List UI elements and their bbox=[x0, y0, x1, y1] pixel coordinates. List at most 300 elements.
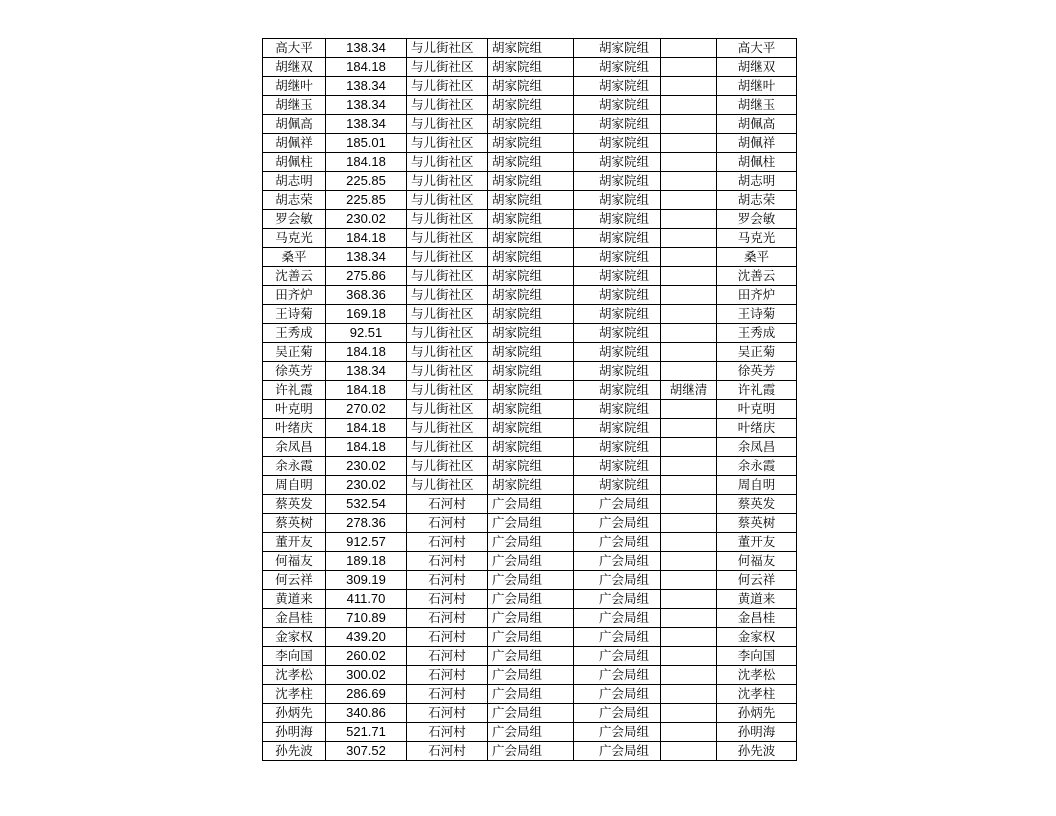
subgroup-cell: 广会局组 bbox=[574, 552, 661, 571]
table-row bbox=[263, 571, 797, 590]
agent-cell bbox=[661, 457, 717, 476]
name-cell: 李向国 bbox=[263, 647, 326, 666]
table-row bbox=[263, 191, 797, 210]
name-cell: 孙炳先 bbox=[263, 704, 326, 723]
subgroup-cell: 胡家院组 bbox=[574, 324, 661, 343]
table-row bbox=[263, 742, 797, 761]
subgroup-cell: 广会局组 bbox=[574, 704, 661, 723]
subgroup-cell: 胡家院组 bbox=[574, 153, 661, 172]
payee-cell: 孙先波 bbox=[717, 742, 797, 761]
agent-cell bbox=[661, 438, 717, 457]
agent-cell bbox=[661, 267, 717, 286]
community-cell: 与儿街社区 bbox=[407, 210, 488, 229]
community-cell: 与儿街社区 bbox=[407, 438, 488, 457]
data-table bbox=[262, 38, 797, 761]
subgroup-cell: 广会局组 bbox=[574, 647, 661, 666]
payee-cell: 胡继双 bbox=[717, 58, 797, 77]
agent-cell bbox=[661, 324, 717, 343]
subgroup-cell: 胡家院组 bbox=[574, 248, 661, 267]
amount-cell: 225.85 bbox=[326, 191, 407, 210]
subgroup-cell: 胡家院组 bbox=[574, 229, 661, 248]
table-row bbox=[263, 115, 797, 134]
amount-cell: 260.02 bbox=[326, 647, 407, 666]
table-row bbox=[263, 229, 797, 248]
group-cell: 广会局组 bbox=[488, 647, 574, 666]
name-cell: 孙先波 bbox=[263, 742, 326, 761]
amount-cell: 278.36 bbox=[326, 514, 407, 533]
group-cell: 胡家院组 bbox=[488, 39, 574, 58]
table-row bbox=[263, 647, 797, 666]
name-cell: 徐英芳 bbox=[263, 362, 326, 381]
amount-cell: 340.86 bbox=[326, 704, 407, 723]
community-cell: 与儿街社区 bbox=[407, 172, 488, 191]
subgroup-cell: 胡家院组 bbox=[574, 39, 661, 58]
table-row bbox=[263, 685, 797, 704]
subgroup-cell: 广会局组 bbox=[574, 666, 661, 685]
agent-cell bbox=[661, 362, 717, 381]
amount-cell: 169.18 bbox=[326, 305, 407, 324]
payee-cell: 董开友 bbox=[717, 533, 797, 552]
community-cell: 石河村 bbox=[407, 609, 488, 628]
group-cell: 广会局组 bbox=[488, 609, 574, 628]
payee-cell: 李向国 bbox=[717, 647, 797, 666]
subgroup-cell: 广会局组 bbox=[574, 514, 661, 533]
subgroup-cell: 胡家院组 bbox=[574, 96, 661, 115]
amount-cell: 230.02 bbox=[326, 210, 407, 229]
amount-cell: 439.20 bbox=[326, 628, 407, 647]
group-cell: 胡家院组 bbox=[488, 267, 574, 286]
amount-cell: 368.36 bbox=[326, 286, 407, 305]
amount-cell: 300.02 bbox=[326, 666, 407, 685]
name-cell: 胡佩柱 bbox=[263, 153, 326, 172]
name-cell: 余凤昌 bbox=[263, 438, 326, 457]
subgroup-cell: 胡家院组 bbox=[574, 172, 661, 191]
amount-cell: 92.51 bbox=[326, 324, 407, 343]
amount-cell: 138.34 bbox=[326, 248, 407, 267]
agent-cell bbox=[661, 305, 717, 324]
payee-cell: 蔡英发 bbox=[717, 495, 797, 514]
amount-cell: 138.34 bbox=[326, 39, 407, 58]
subgroup-cell: 广会局组 bbox=[574, 571, 661, 590]
payee-cell: 周自明 bbox=[717, 476, 797, 495]
community-cell: 石河村 bbox=[407, 590, 488, 609]
name-cell: 许礼霞 bbox=[263, 381, 326, 400]
subgroup-cell: 胡家院组 bbox=[574, 343, 661, 362]
subgroup-cell: 广会局组 bbox=[574, 609, 661, 628]
amount-cell: 270.02 bbox=[326, 400, 407, 419]
table-row bbox=[263, 704, 797, 723]
group-cell: 胡家院组 bbox=[488, 343, 574, 362]
agent-cell bbox=[661, 286, 717, 305]
name-cell: 高大平 bbox=[263, 39, 326, 58]
payee-cell: 王诗菊 bbox=[717, 305, 797, 324]
table-row bbox=[263, 609, 797, 628]
agent-cell bbox=[661, 495, 717, 514]
name-cell: 吴正菊 bbox=[263, 343, 326, 362]
community-cell: 与儿街社区 bbox=[407, 362, 488, 381]
agent-cell bbox=[661, 419, 717, 438]
payee-cell: 叶克明 bbox=[717, 400, 797, 419]
amount-cell: 138.34 bbox=[326, 77, 407, 96]
agent-cell bbox=[661, 343, 717, 362]
group-cell: 胡家院组 bbox=[488, 58, 574, 77]
subgroup-cell: 胡家院组 bbox=[574, 400, 661, 419]
subgroup-cell: 广会局组 bbox=[574, 590, 661, 609]
name-cell: 何福友 bbox=[263, 552, 326, 571]
amount-cell: 225.85 bbox=[326, 172, 407, 191]
payee-cell: 胡佩柱 bbox=[717, 153, 797, 172]
group-cell: 胡家院组 bbox=[488, 305, 574, 324]
name-cell: 蔡英树 bbox=[263, 514, 326, 533]
community-cell: 与儿街社区 bbox=[407, 381, 488, 400]
agent-cell bbox=[661, 590, 717, 609]
community-cell: 与儿街社区 bbox=[407, 476, 488, 495]
agent-cell bbox=[661, 742, 717, 761]
payee-cell: 孙炳先 bbox=[717, 704, 797, 723]
agent-cell bbox=[661, 685, 717, 704]
payee-cell: 何云祥 bbox=[717, 571, 797, 590]
subgroup-cell: 广会局组 bbox=[574, 723, 661, 742]
agent-cell bbox=[661, 248, 717, 267]
name-cell: 罗会敏 bbox=[263, 210, 326, 229]
group-cell: 胡家院组 bbox=[488, 419, 574, 438]
table-row bbox=[263, 666, 797, 685]
group-cell: 广会局组 bbox=[488, 723, 574, 742]
agent-cell bbox=[661, 400, 717, 419]
amount-cell: 184.18 bbox=[326, 229, 407, 248]
amount-cell: 710.89 bbox=[326, 609, 407, 628]
community-cell: 与儿街社区 bbox=[407, 457, 488, 476]
table-row bbox=[263, 172, 797, 191]
agent-cell bbox=[661, 96, 717, 115]
table-row bbox=[263, 39, 797, 58]
subgroup-cell: 广会局组 bbox=[574, 742, 661, 761]
name-cell: 胡佩高 bbox=[263, 115, 326, 134]
subgroup-cell: 胡家院组 bbox=[574, 381, 661, 400]
payee-cell: 胡佩高 bbox=[717, 115, 797, 134]
community-cell: 石河村 bbox=[407, 647, 488, 666]
group-cell: 广会局组 bbox=[488, 685, 574, 704]
name-cell: 周自明 bbox=[263, 476, 326, 495]
community-cell: 与儿街社区 bbox=[407, 153, 488, 172]
name-cell: 王诗菊 bbox=[263, 305, 326, 324]
subgroup-cell: 胡家院组 bbox=[574, 286, 661, 305]
table-row bbox=[263, 514, 797, 533]
amount-cell: 189.18 bbox=[326, 552, 407, 571]
community-cell: 石河村 bbox=[407, 495, 488, 514]
group-cell: 胡家院组 bbox=[488, 172, 574, 191]
payee-cell: 吴正菊 bbox=[717, 343, 797, 362]
table-row bbox=[263, 77, 797, 96]
agent-cell bbox=[661, 210, 717, 229]
amount-cell: 184.18 bbox=[326, 153, 407, 172]
group-cell: 胡家院组 bbox=[488, 115, 574, 134]
group-cell: 胡家院组 bbox=[488, 191, 574, 210]
name-cell: 沈孝松 bbox=[263, 666, 326, 685]
agent-cell bbox=[661, 134, 717, 153]
subgroup-cell: 胡家院组 bbox=[574, 77, 661, 96]
table-row bbox=[263, 305, 797, 324]
table-row bbox=[263, 400, 797, 419]
amount-cell: 521.71 bbox=[326, 723, 407, 742]
table-row bbox=[263, 210, 797, 229]
agent-cell bbox=[661, 533, 717, 552]
payee-cell: 高大平 bbox=[717, 39, 797, 58]
payee-cell: 胡志荣 bbox=[717, 191, 797, 210]
table-row bbox=[263, 286, 797, 305]
amount-cell: 184.18 bbox=[326, 419, 407, 438]
table-row bbox=[263, 343, 797, 362]
table-row bbox=[263, 438, 797, 457]
amount-cell: 184.18 bbox=[326, 343, 407, 362]
community-cell: 石河村 bbox=[407, 704, 488, 723]
subgroup-cell: 胡家院组 bbox=[574, 419, 661, 438]
community-cell: 与儿街社区 bbox=[407, 305, 488, 324]
group-cell: 广会局组 bbox=[488, 742, 574, 761]
table-row bbox=[263, 134, 797, 153]
group-cell: 胡家院组 bbox=[488, 476, 574, 495]
table-row bbox=[263, 58, 797, 77]
community-cell: 与儿街社区 bbox=[407, 419, 488, 438]
name-cell: 田齐炉 bbox=[263, 286, 326, 305]
group-cell: 广会局组 bbox=[488, 552, 574, 571]
payee-cell: 徐英芳 bbox=[717, 362, 797, 381]
agent-cell bbox=[661, 58, 717, 77]
community-cell: 石河村 bbox=[407, 685, 488, 704]
community-cell: 与儿街社区 bbox=[407, 229, 488, 248]
name-cell: 何云祥 bbox=[263, 571, 326, 590]
group-cell: 胡家院组 bbox=[488, 229, 574, 248]
name-cell: 沈善云 bbox=[263, 267, 326, 286]
name-cell: 孙明海 bbox=[263, 723, 326, 742]
amount-cell: 230.02 bbox=[326, 457, 407, 476]
payee-cell: 王秀成 bbox=[717, 324, 797, 343]
subgroup-cell: 胡家院组 bbox=[574, 267, 661, 286]
table-row bbox=[263, 476, 797, 495]
community-cell: 石河村 bbox=[407, 514, 488, 533]
subgroup-cell: 广会局组 bbox=[574, 533, 661, 552]
payee-cell: 何福友 bbox=[717, 552, 797, 571]
community-cell: 与儿街社区 bbox=[407, 400, 488, 419]
community-cell: 与儿街社区 bbox=[407, 324, 488, 343]
table-row bbox=[263, 381, 797, 400]
agent-cell bbox=[661, 191, 717, 210]
agent-cell bbox=[661, 172, 717, 191]
payee-cell: 胡继玉 bbox=[717, 96, 797, 115]
payee-cell: 田齐炉 bbox=[717, 286, 797, 305]
community-cell: 与儿街社区 bbox=[407, 191, 488, 210]
group-cell: 胡家院组 bbox=[488, 96, 574, 115]
group-cell: 胡家院组 bbox=[488, 400, 574, 419]
subgroup-cell: 胡家院组 bbox=[574, 210, 661, 229]
payee-cell: 蔡英树 bbox=[717, 514, 797, 533]
agent-cell: 胡继清 bbox=[661, 381, 717, 400]
subgroup-cell: 广会局组 bbox=[574, 628, 661, 647]
payee-cell: 余永霞 bbox=[717, 457, 797, 476]
agent-cell bbox=[661, 229, 717, 248]
subgroup-cell: 胡家院组 bbox=[574, 58, 661, 77]
subgroup-cell: 胡家院组 bbox=[574, 191, 661, 210]
community-cell: 与儿街社区 bbox=[407, 267, 488, 286]
group-cell: 广会局组 bbox=[488, 704, 574, 723]
amount-cell: 411.70 bbox=[326, 590, 407, 609]
name-cell: 马克光 bbox=[263, 229, 326, 248]
amount-cell: 309.19 bbox=[326, 571, 407, 590]
group-cell: 胡家院组 bbox=[488, 153, 574, 172]
payee-cell: 叶绪庆 bbox=[717, 419, 797, 438]
community-cell: 石河村 bbox=[407, 666, 488, 685]
community-cell: 与儿街社区 bbox=[407, 77, 488, 96]
subgroup-cell: 胡家院组 bbox=[574, 134, 661, 153]
name-cell: 金家权 bbox=[263, 628, 326, 647]
community-cell: 与儿街社区 bbox=[407, 58, 488, 77]
group-cell: 广会局组 bbox=[488, 514, 574, 533]
group-cell: 广会局组 bbox=[488, 533, 574, 552]
payee-cell: 沈孝松 bbox=[717, 666, 797, 685]
name-cell: 胡志明 bbox=[263, 172, 326, 191]
agent-cell bbox=[661, 571, 717, 590]
payee-cell: 马克光 bbox=[717, 229, 797, 248]
payee-cell: 许礼霞 bbox=[717, 381, 797, 400]
amount-cell: 138.34 bbox=[326, 115, 407, 134]
payee-cell: 桑平 bbox=[717, 248, 797, 267]
agent-cell bbox=[661, 704, 717, 723]
table-row bbox=[263, 533, 797, 552]
group-cell: 胡家院组 bbox=[488, 286, 574, 305]
amount-cell: 286.69 bbox=[326, 685, 407, 704]
subgroup-cell: 广会局组 bbox=[574, 495, 661, 514]
community-cell: 石河村 bbox=[407, 628, 488, 647]
amount-cell: 532.54 bbox=[326, 495, 407, 514]
name-cell: 余永霞 bbox=[263, 457, 326, 476]
community-cell: 石河村 bbox=[407, 552, 488, 571]
agent-cell bbox=[661, 153, 717, 172]
table-row bbox=[263, 267, 797, 286]
table-row bbox=[263, 153, 797, 172]
community-cell: 石河村 bbox=[407, 533, 488, 552]
table-row bbox=[263, 495, 797, 514]
table-row bbox=[263, 248, 797, 267]
table-row bbox=[263, 590, 797, 609]
amount-cell: 230.02 bbox=[326, 476, 407, 495]
name-cell: 金昌桂 bbox=[263, 609, 326, 628]
group-cell: 胡家院组 bbox=[488, 248, 574, 267]
amount-cell: 307.52 bbox=[326, 742, 407, 761]
name-cell: 王秀成 bbox=[263, 324, 326, 343]
agent-cell bbox=[661, 514, 717, 533]
payee-cell: 黄道来 bbox=[717, 590, 797, 609]
agent-cell bbox=[661, 77, 717, 96]
group-cell: 胡家院组 bbox=[488, 134, 574, 153]
name-cell: 黄道来 bbox=[263, 590, 326, 609]
table-row bbox=[263, 457, 797, 476]
group-cell: 胡家院组 bbox=[488, 77, 574, 96]
table-body bbox=[263, 39, 797, 761]
group-cell: 广会局组 bbox=[488, 571, 574, 590]
agent-cell bbox=[661, 115, 717, 134]
agent-cell bbox=[661, 39, 717, 58]
agent-cell bbox=[661, 647, 717, 666]
name-cell: 胡佩祥 bbox=[263, 134, 326, 153]
payee-cell: 胡佩祥 bbox=[717, 134, 797, 153]
community-cell: 与儿街社区 bbox=[407, 134, 488, 153]
table-row bbox=[263, 723, 797, 742]
community-cell: 与儿街社区 bbox=[407, 115, 488, 134]
subgroup-cell: 胡家院组 bbox=[574, 438, 661, 457]
group-cell: 胡家院组 bbox=[488, 381, 574, 400]
name-cell: 胡继玉 bbox=[263, 96, 326, 115]
name-cell: 蔡英发 bbox=[263, 495, 326, 514]
agent-cell bbox=[661, 723, 717, 742]
community-cell: 与儿街社区 bbox=[407, 343, 488, 362]
table-row bbox=[263, 96, 797, 115]
community-cell: 与儿街社区 bbox=[407, 39, 488, 58]
subgroup-cell: 胡家院组 bbox=[574, 305, 661, 324]
table-row bbox=[263, 552, 797, 571]
subgroup-cell: 胡家院组 bbox=[574, 476, 661, 495]
name-cell: 董开友 bbox=[263, 533, 326, 552]
amount-cell: 138.34 bbox=[326, 96, 407, 115]
amount-cell: 184.18 bbox=[326, 381, 407, 400]
agent-cell bbox=[661, 552, 717, 571]
name-cell: 胡志荣 bbox=[263, 191, 326, 210]
table-row bbox=[263, 419, 797, 438]
amount-cell: 184.18 bbox=[326, 438, 407, 457]
group-cell: 胡家院组 bbox=[488, 210, 574, 229]
subgroup-cell: 胡家院组 bbox=[574, 457, 661, 476]
group-cell: 广会局组 bbox=[488, 495, 574, 514]
table-row bbox=[263, 362, 797, 381]
community-cell: 与儿街社区 bbox=[407, 96, 488, 115]
amount-cell: 138.34 bbox=[326, 362, 407, 381]
community-cell: 石河村 bbox=[407, 723, 488, 742]
community-cell: 石河村 bbox=[407, 571, 488, 590]
amount-cell: 275.86 bbox=[326, 267, 407, 286]
amount-cell: 184.18 bbox=[326, 58, 407, 77]
payee-cell: 沈孝柱 bbox=[717, 685, 797, 704]
payee-cell: 罗会敏 bbox=[717, 210, 797, 229]
community-cell: 与儿街社区 bbox=[407, 248, 488, 267]
payee-cell: 金昌桂 bbox=[717, 609, 797, 628]
group-cell: 广会局组 bbox=[488, 628, 574, 647]
group-cell: 胡家院组 bbox=[488, 457, 574, 476]
group-cell: 胡家院组 bbox=[488, 438, 574, 457]
amount-cell: 185.01 bbox=[326, 134, 407, 153]
subgroup-cell: 胡家院组 bbox=[574, 362, 661, 381]
payee-cell: 金家权 bbox=[717, 628, 797, 647]
payee-cell: 沈善云 bbox=[717, 267, 797, 286]
payee-cell: 余凤昌 bbox=[717, 438, 797, 457]
table-row bbox=[263, 324, 797, 343]
subgroup-cell: 胡家院组 bbox=[574, 115, 661, 134]
group-cell: 胡家院组 bbox=[488, 362, 574, 381]
subgroup-cell: 广会局组 bbox=[574, 685, 661, 704]
community-cell: 石河村 bbox=[407, 742, 488, 761]
agent-cell bbox=[661, 628, 717, 647]
name-cell: 胡继双 bbox=[263, 58, 326, 77]
agent-cell bbox=[661, 476, 717, 495]
agent-cell bbox=[661, 609, 717, 628]
community-cell: 与儿街社区 bbox=[407, 286, 488, 305]
group-cell: 广会局组 bbox=[488, 666, 574, 685]
group-cell: 胡家院组 bbox=[488, 324, 574, 343]
table-row bbox=[263, 628, 797, 647]
name-cell: 叶绪庆 bbox=[263, 419, 326, 438]
name-cell: 胡继叶 bbox=[263, 77, 326, 96]
payee-cell: 孙明海 bbox=[717, 723, 797, 742]
amount-cell: 912.57 bbox=[326, 533, 407, 552]
group-cell: 广会局组 bbox=[488, 590, 574, 609]
